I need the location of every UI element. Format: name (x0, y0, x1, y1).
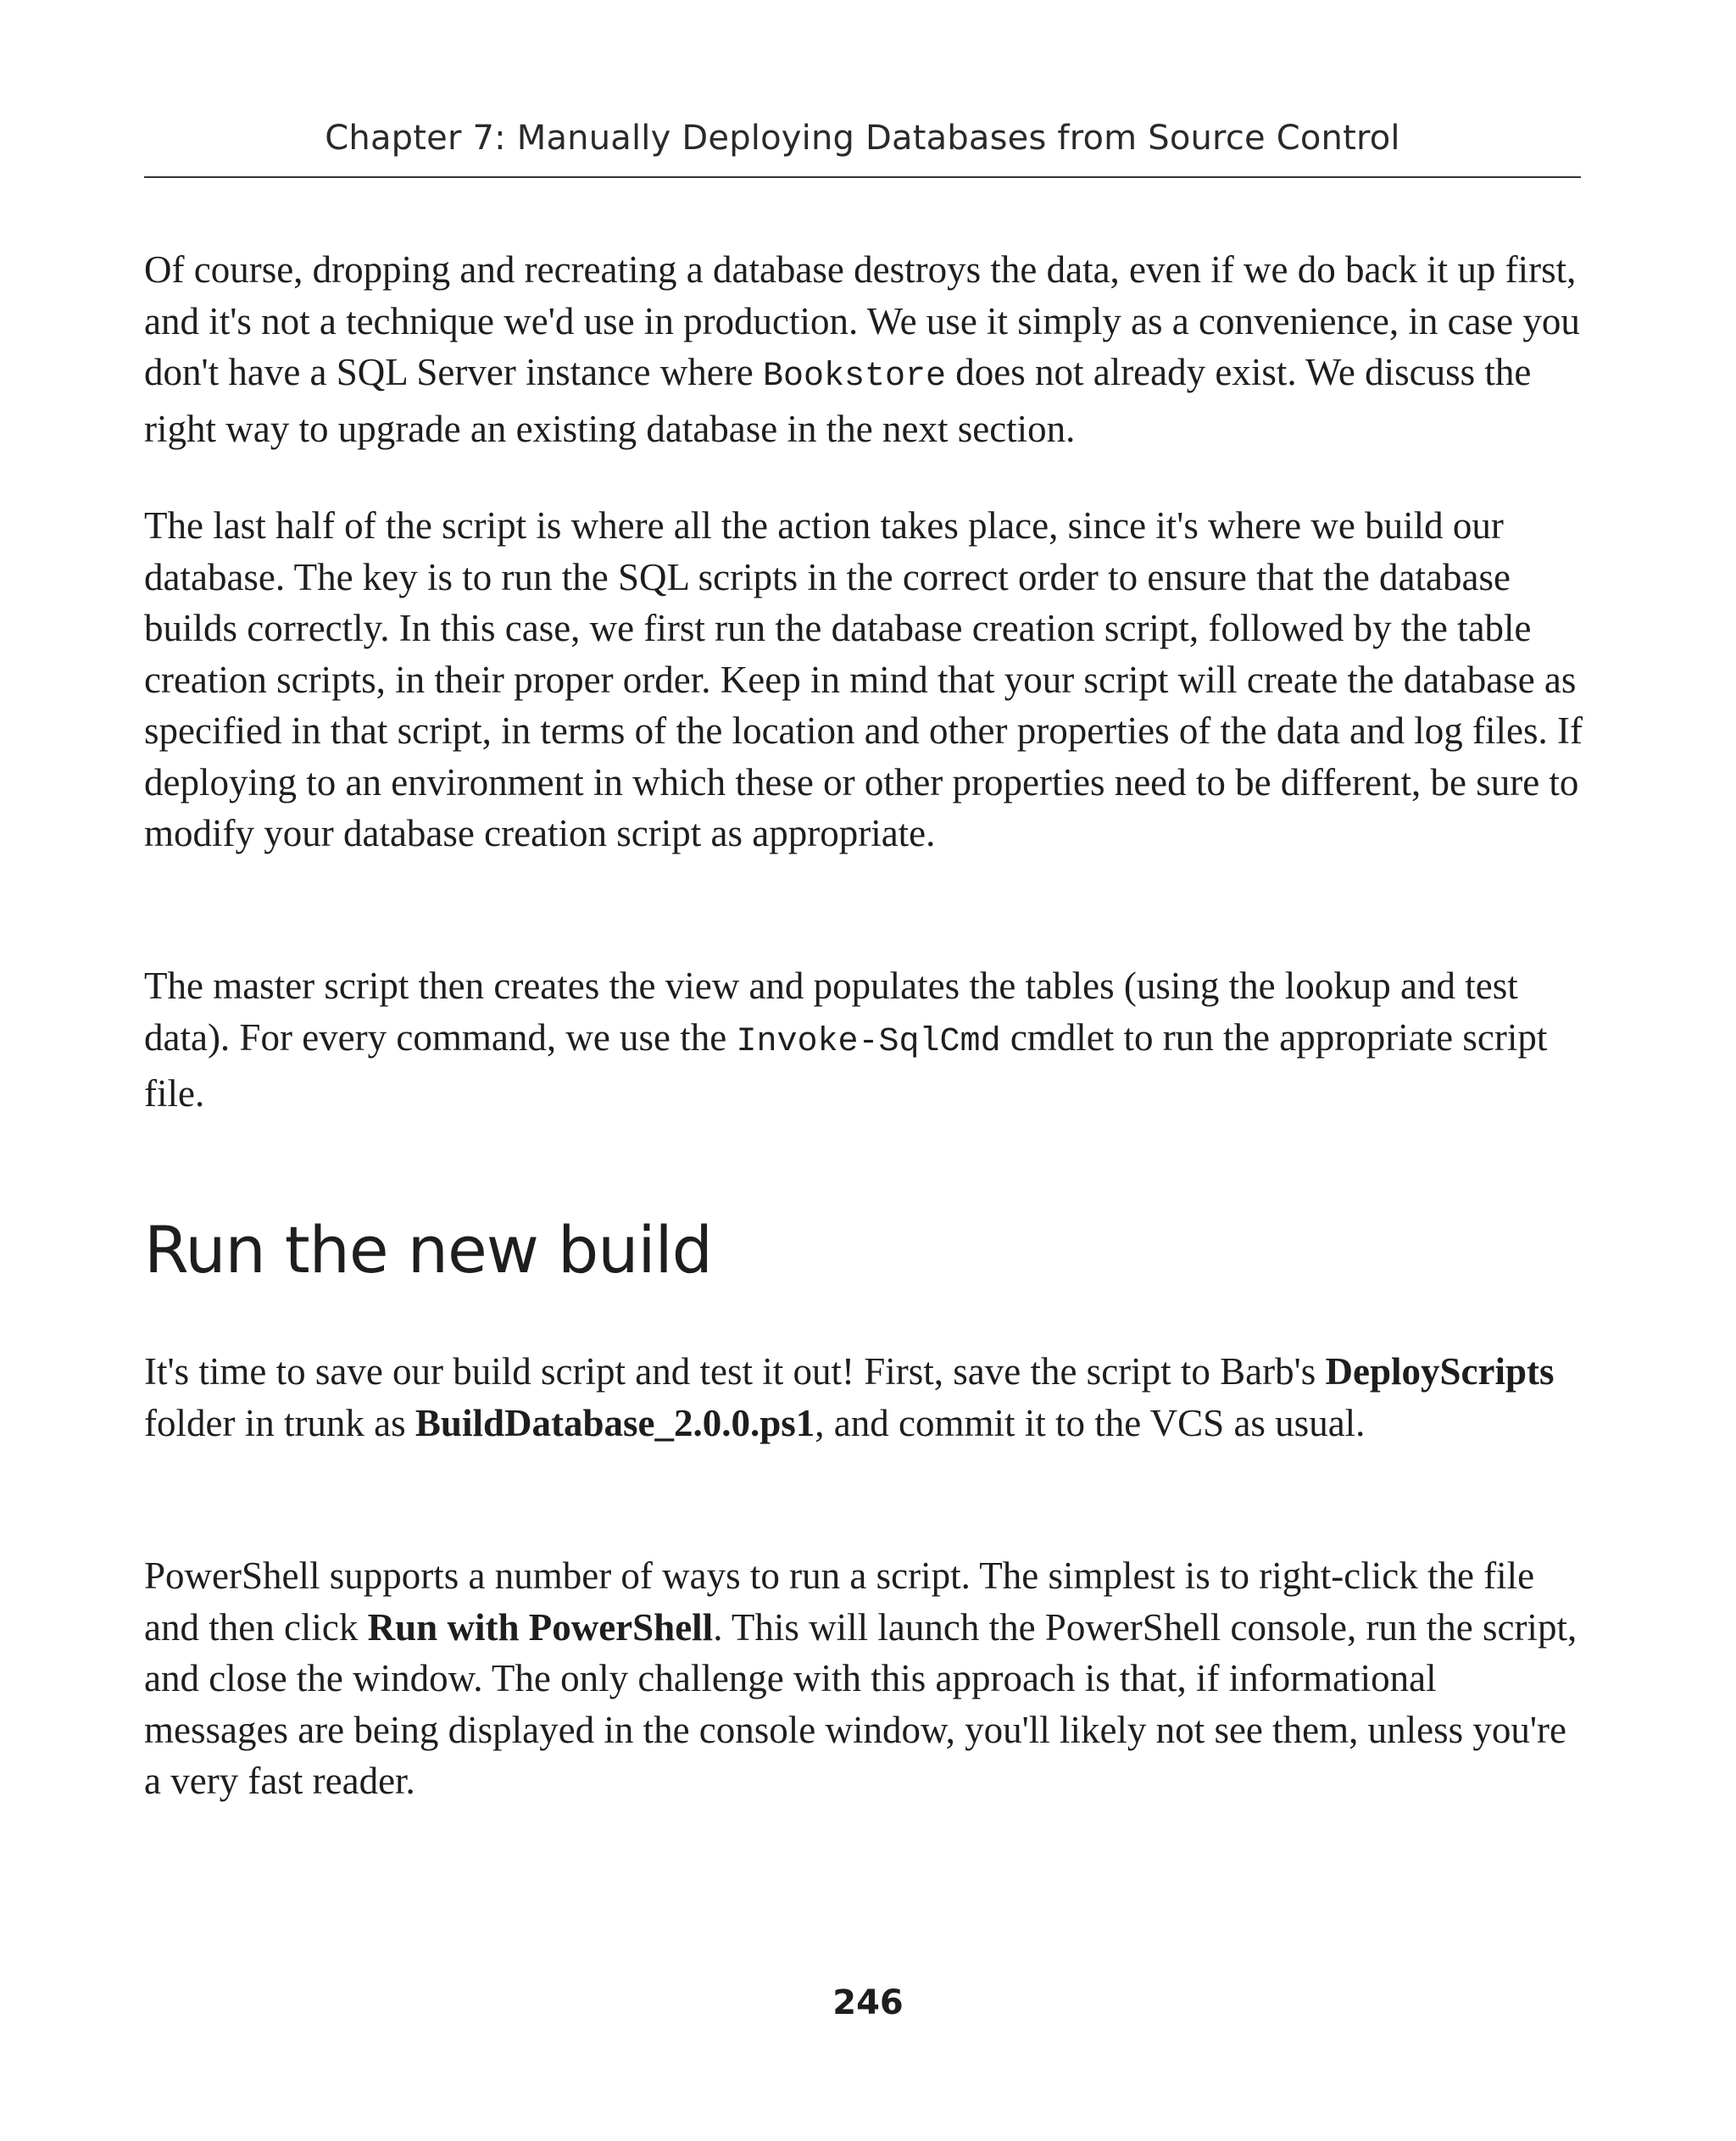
inline-code-bookstore: Bookstore (762, 358, 946, 396)
paragraph-text: . This will launch the PowerShell console, run the script, and close the window. The only challenge with this approach is that, if informational messages are being displayed in the console window, you'll likely not see them, unless you're a very fast reader. (144, 1605, 1577, 1802)
paragraph-run-powershell (144, 1550, 1585, 1807)
bold-builddatabase-filename: BuildDatabase_2.0.0.ps1 (415, 1401, 815, 1444)
bold-run-with-powershell: Run with PowerShell (367, 1605, 714, 1649)
page-number: 246 (832, 1983, 904, 2022)
paragraph-text: PowerShell supports a number of ways to run a script. The simplest is to right-click the file and then click (144, 1554, 1535, 1649)
paragraph-master-script (144, 960, 1585, 1120)
inline-code-invoke-sqlcmd: Invoke-SqlCmd (736, 1022, 1001, 1061)
paragraph-text: cmdlet to run the appropriate script file. (144, 1015, 1548, 1115)
paragraph-build-order (144, 500, 1585, 859)
paragraph-text: Of course, dropping and recreating a database destroys the data, even if we do back it up first, and it's not a technique we'd use in production. We use it simply as a convenience, in case you don't have a SQL Server instance where (144, 248, 1580, 393)
paragraph-text: The master script then creates the view and populates the tables (using the lookup and test data). For every command, we use the (144, 965, 1518, 1059)
running-header: Chapter 7: Manually Deploying Databases from Source Control (325, 119, 1400, 158)
paragraph-text: It's time to save our build script and test it out! First, save the script to Barb's (144, 1350, 1326, 1393)
paragraph-text: does not already exist. We discuss the right way to upgrade an existing database in the next section. (144, 351, 1532, 450)
paragraph-text: folder in trunk as (144, 1401, 415, 1444)
paragraph-text: , and commit it to the VCS as usual. (815, 1401, 1366, 1444)
paragraph-text: The last half of the script is where all the action takes place, since it's where we build our database. The key is to run the SQL scripts in the correct order to ensure that the database builds correctly. In this case, we first run the database creation script, followed by the table creation scripts, in their proper order. Keep in mind that your script will create the database as specified in that script, in terms of the location and other properties of the data and log files. If deploying to an environment in which these or other properties need to be different, be sure to modify your database creation script as appropriate. (144, 504, 1583, 854)
section-heading: Run the new build (144, 1212, 712, 1287)
bold-deployscripts: DeployScripts (1325, 1350, 1555, 1393)
header-rule (144, 176, 1581, 178)
paragraph-drop-recreate (144, 244, 1585, 454)
paragraph-save-script (144, 1346, 1585, 1449)
